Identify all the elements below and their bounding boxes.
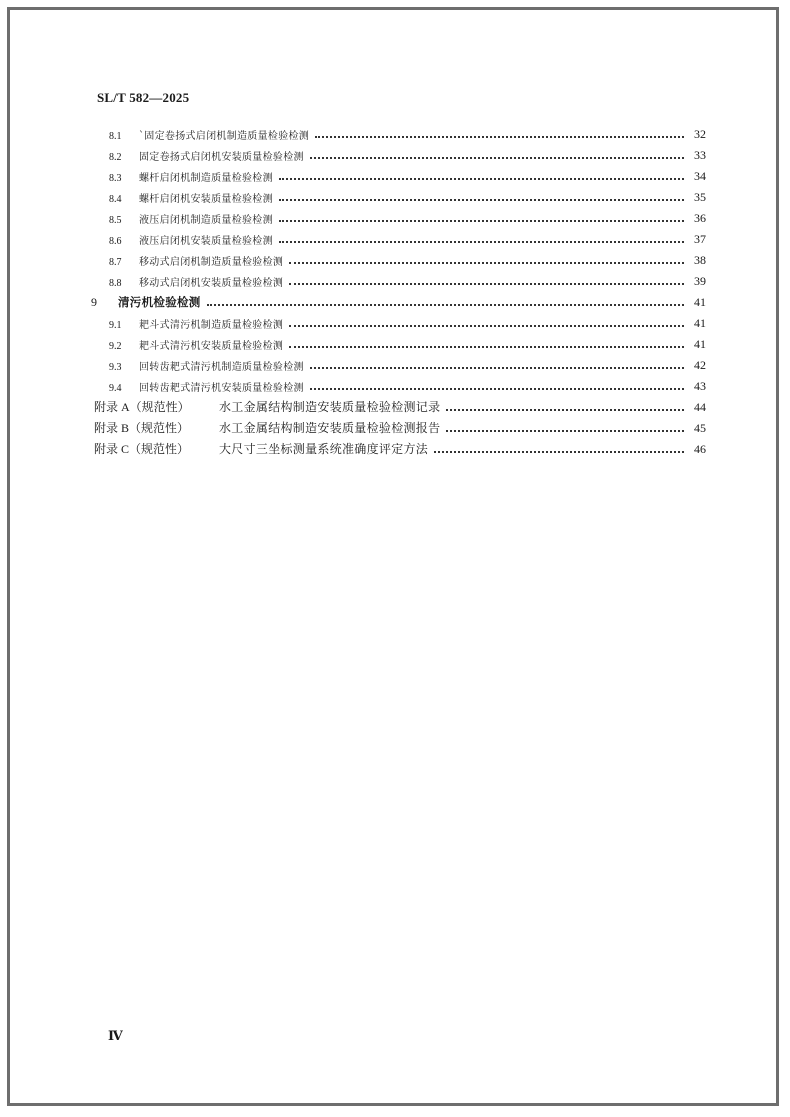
toc-title: 螺杆启闭机安装质量检验检测 [139, 194, 273, 205]
toc-title: 固定卷扬式启闭机安装质量检验检测 [139, 152, 304, 163]
toc-leader [289, 346, 684, 348]
toc-title: 耙斗式清污机安装质量检验检测 [139, 341, 284, 352]
toc-page: 45 [694, 421, 706, 435]
toc-page: 39 [694, 274, 706, 288]
toc-title: 大尺寸三坐标测量系统准确度评定方法 [219, 442, 429, 456]
toc-appendix-label: 附录 B（规范性） [94, 421, 190, 435]
toc-entry[interactable] [109, 208, 706, 226]
toc-page: 38 [694, 253, 706, 267]
toc-page: 34 [694, 169, 706, 183]
toc-leader [279, 241, 684, 243]
toc-entry[interactable] [109, 334, 706, 352]
toc-title: `固定卷扬式启闭机制造质量检验检测 [139, 131, 310, 142]
toc-page: 44 [694, 400, 706, 414]
toc-number: 9.1 [109, 320, 122, 331]
toc-page: 43 [694, 379, 706, 393]
toc-entry[interactable] [109, 229, 706, 247]
toc-leader [279, 178, 684, 180]
toc-number: 8.8 [109, 278, 122, 289]
toc-title: 移动式启闭机制造质量检验检测 [139, 257, 284, 268]
document-code: SL/T 582—2025 [97, 90, 190, 105]
toc-page: 33 [694, 148, 706, 162]
toc-page: 37 [694, 232, 706, 246]
toc-page: 36 [694, 211, 706, 225]
toc-leader [310, 157, 684, 159]
toc-leader [207, 304, 684, 306]
toc-title: 回转齿耙式清污机安装质量检验检测 [139, 383, 304, 394]
toc-number: 9.3 [109, 362, 122, 373]
toc-appendix-label: 附录 C（规范性） [94, 442, 190, 456]
toc-leader [310, 388, 684, 390]
toc-title: 耙斗式清污机制造质量检验检测 [139, 320, 284, 331]
toc-entry[interactable] [109, 124, 706, 142]
toc-chapter-entry[interactable] [91, 292, 706, 310]
toc-appendix-label: 附录 A（规范性） [94, 400, 190, 414]
toc-number: 8.6 [109, 236, 122, 247]
toc-entry[interactable] [109, 145, 706, 163]
toc-page: 46 [694, 442, 706, 456]
toc-leader [279, 220, 684, 222]
toc-appendix-entry[interactable] [94, 418, 706, 436]
toc-title: 清污机检验检测 [118, 295, 201, 309]
toc-leader [310, 367, 684, 369]
toc-title: 水工金属结构制造安装质量检验检测报告 [219, 421, 441, 435]
toc-number: 8.4 [109, 194, 122, 205]
toc-number: 8.7 [109, 257, 122, 268]
toc-entry[interactable] [109, 187, 706, 205]
toc-page: 42 [694, 358, 706, 372]
toc-leader [289, 283, 684, 285]
page-number: Ⅳ [108, 1028, 123, 1043]
toc-leader [315, 136, 684, 138]
toc-leader [446, 409, 684, 411]
toc-entry[interactable] [109, 355, 706, 373]
toc-number: 9.2 [109, 341, 122, 352]
toc-entry[interactable] [109, 166, 706, 184]
toc-leader [289, 325, 684, 327]
toc-page: 35 [694, 190, 706, 204]
toc-page: 32 [694, 127, 706, 141]
toc-title: 液压启闭机制造质量检验检测 [139, 215, 273, 226]
toc-title: 水工金属结构制造安装质量检验检测记录 [219, 400, 441, 414]
toc-number: 9.4 [109, 383, 122, 394]
toc-number: 8.3 [109, 173, 122, 184]
toc-title: 螺杆启闭机制造质量检验检测 [139, 173, 273, 184]
toc-page: 41 [694, 316, 706, 330]
toc-leader [289, 262, 684, 264]
toc-leader [434, 451, 684, 453]
toc-entry[interactable] [109, 250, 706, 268]
toc-number: 8.1 [109, 131, 122, 142]
toc-title: 液压启闭机安装质量检验检测 [139, 236, 273, 247]
toc-title: 移动式启闭机安装质量检验检测 [139, 278, 284, 289]
toc-number: 8.5 [109, 215, 122, 226]
toc-appendix-entry[interactable] [94, 439, 706, 457]
toc-number: 9 [91, 295, 97, 309]
toc-leader [279, 199, 684, 201]
toc-appendix-entry[interactable] [94, 397, 706, 415]
toc-number: 8.2 [109, 152, 122, 163]
toc-entry[interactable] [109, 271, 706, 289]
toc-title: 回转齿耙式清污机制造质量检验检测 [139, 362, 304, 373]
toc-page: 41 [694, 295, 706, 309]
toc-entry[interactable] [109, 376, 706, 394]
toc-entry[interactable] [109, 313, 706, 331]
toc-page: 41 [694, 337, 706, 351]
toc-leader [446, 430, 684, 432]
